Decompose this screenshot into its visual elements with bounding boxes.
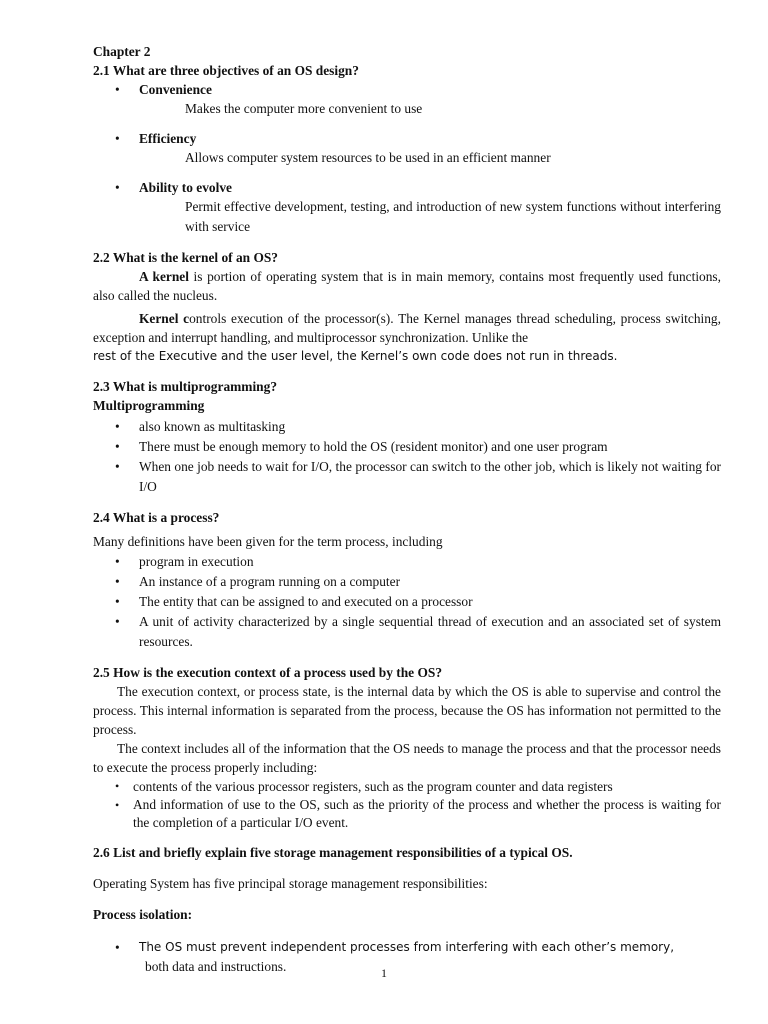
bullet-icon: • <box>115 554 120 569</box>
q23-subheading: Multiprogramming <box>93 398 205 413</box>
bullet-icon: • <box>115 439 120 454</box>
q21-item <box>93 178 721 197</box>
q26-subheading: Process isolation: <box>93 907 193 922</box>
q21-item-title: Ability to evolve <box>139 180 232 195</box>
q22-heading: 2.2 What is the kernel of an OS? <box>93 250 279 265</box>
q22-paragraph: Kernel controls execution of the processor(s). The Kernel manages thread scheduling, process switching, exception and interrupt handling, and multiprocessor synchronization. Unlike the <box>93 311 721 345</box>
q24-heading: 2.4 What is a process? <box>93 510 220 525</box>
list-item: • program in execution <box>93 552 721 571</box>
document-page <box>93 42 721 976</box>
q21-item-title: Convenience <box>139 82 212 97</box>
q26-heading: 2.6 List and briefly explain five storage management responsibilities of a typical OS. <box>93 845 573 860</box>
list-item: • There must be enough memory to hold the OS (resident monitor) and one user program <box>93 437 721 456</box>
list-item: • The entity that can be assigned to and executed on a processor <box>93 592 721 611</box>
chapter-title: Chapter 2 <box>93 44 151 59</box>
list-item: • When one job needs to wait for I/O, the processor can switch to the other job, which is likely not waiting for I/O <box>93 457 721 497</box>
bullet-icon: • <box>115 574 120 589</box>
bullet-icon: • <box>115 419 120 434</box>
q21-item-title: Efficiency <box>139 131 197 146</box>
bullet-icon: • <box>115 131 120 146</box>
q25-paragraph: The execution context, or process state, is the internal data by which the OS is able to supervise and control the process. This internal information is separated from the process, because the OS has information not permitted to the process. <box>93 684 721 737</box>
q25-paragraph: The context includes all of the information that the OS needs to manage the process and that the processor needs to execute the process properly including: <box>93 741 721 775</box>
q21-item <box>93 80 721 99</box>
bullet-icon: • <box>115 594 120 609</box>
q22-paragraph: A kernel is portion of operating system that is in main memory, contains most frequently used functions, also called the nucleus. <box>93 269 721 303</box>
q22-term: A kernel <box>139 269 189 284</box>
list-item: • An instance of a program running on a computer <box>93 572 721 591</box>
bullet-icon: • <box>115 940 120 955</box>
list-item: • The OS must prevent independent processes from interfering with each other’s memory, <box>93 938 721 957</box>
q21-item <box>93 129 721 148</box>
bullet-icon: • <box>115 459 120 474</box>
bullet-icon: • <box>115 614 120 629</box>
q22-term: Kernel c <box>139 311 190 326</box>
q24-intro: Many definitions have been given for the term process, including <box>93 534 443 549</box>
list-item: • contents of the various processor registers, such as the program counter and data registers <box>93 777 721 796</box>
list-item: • And information of use to the OS, such as the priority of the process and whether the process is waiting for the completion of a particular I/O event. <box>93 796 721 832</box>
bullet-icon: • <box>115 82 120 97</box>
q21-heading: 2.1 What are three objectives of an OS design? <box>93 63 359 78</box>
list-item-continued: both data and instructions. <box>145 959 287 974</box>
q26-intro: Operating System has five principal storage management responsibilities: <box>93 876 488 891</box>
page-number: 1 <box>381 966 387 980</box>
bullet-icon: • <box>115 180 120 195</box>
q23-heading: 2.3 What is multiprogramming? <box>93 379 278 394</box>
bullet-icon: • <box>115 779 120 793</box>
q21-item-desc: Allows computer system resources to be used in an efficient manner <box>185 150 551 165</box>
bullet-icon: • <box>115 798 120 812</box>
q21-item-desc: Makes the computer more convenient to use <box>185 101 423 116</box>
list-item: • also known as multitasking <box>93 417 721 436</box>
q22-paragraph-sans: rest of the Executive and the user level, the Kernel’s own code does not run in threads. <box>93 349 618 363</box>
list-item: • A unit of activity characterized by a single sequential thread of execution and an associated set of system resources. <box>93 612 721 652</box>
q25-heading: 2.5 How is the execution context of a process used by the OS? <box>93 665 443 680</box>
q21-item-desc: Permit effective development, testing, and introduction of new system functions without interfering with service <box>185 199 721 234</box>
